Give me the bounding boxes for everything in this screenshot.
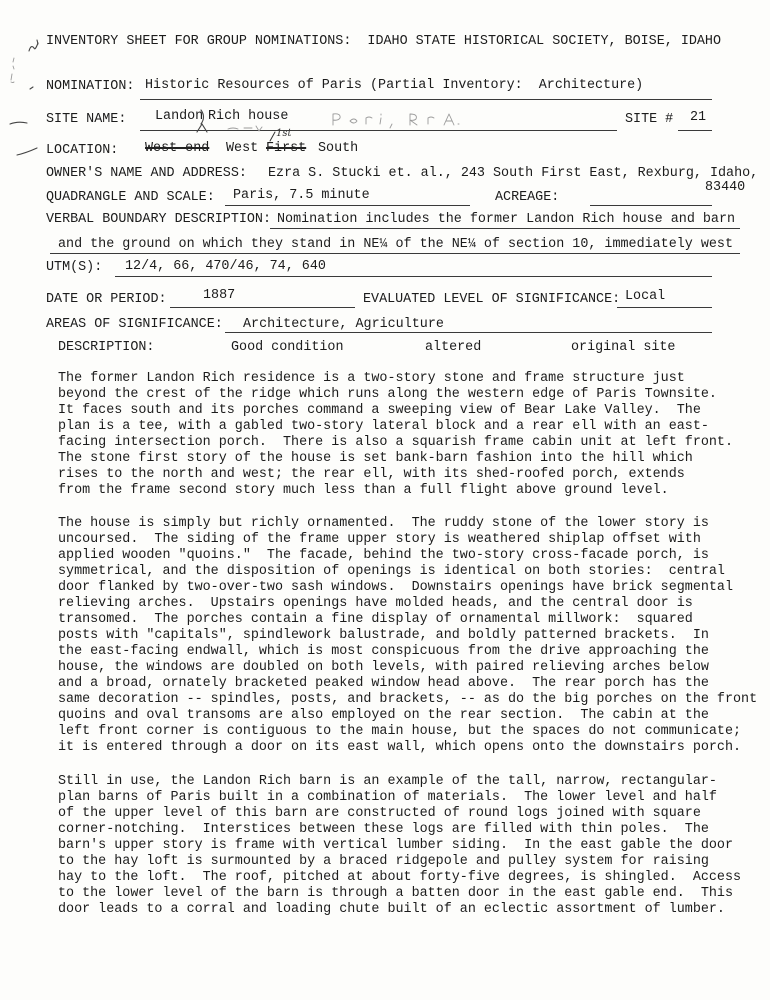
- description-condition: Good condition: [231, 340, 344, 355]
- body-paragraph: [58, 516, 763, 756]
- body-line: corner-notching. Interstices between these logs are filled with thin poles. The: [58, 822, 709, 837]
- margin-pencil-mark: [11, 58, 14, 83]
- body-line: applied wooden "quoins." The facade, behind the two-story cross-facade porch, is: [58, 548, 709, 563]
- body-line: relieving arches. Upstairs openings have molded heads, and the central door is: [58, 596, 693, 611]
- site-name-value-rest: Rich house: [208, 109, 289, 124]
- body-line: quoins and oval transoms are also employed on the rear section. The cabin at the: [58, 708, 709, 723]
- margin-dash-mark: [10, 122, 27, 124]
- site-number-value: 21: [690, 110, 707, 125]
- pencil-scribble-mark: [366, 117, 372, 124]
- body-line: door leads to a corral and loading chute built of an eclectic assortment of lumber.: [58, 902, 725, 917]
- owner-label: OWNER'S NAME AND ADDRESS:: [46, 166, 247, 181]
- significance-level-underline: [617, 307, 712, 308]
- margin-dash-mark: [17, 148, 37, 155]
- pencil-scribble-mark: [333, 114, 340, 125]
- margin-pen-mark: [37, 40, 38, 44]
- utm-underline: [115, 276, 712, 277]
- boundary-line-2: and the ground on which they stand in NE¼ of the NE¼ of section 10, immediately west: [58, 237, 733, 252]
- body-paragraph: [58, 774, 763, 918]
- body-line: facing intersection porch. There is also a squarish frame cabin unit at left front.: [58, 435, 733, 450]
- body-line: left front corner is contiguous to the main house, but the spaces do not communicate;: [58, 724, 742, 739]
- pencil-scribble-mark: [444, 114, 454, 125]
- handwritten-correction: 1st: [276, 128, 292, 139]
- boundary-line-1: Nomination includes the former Landon Rich house and barn: [277, 212, 736, 227]
- body-line: house, the windows are doubled on both levels, with paired relieving arches below: [58, 660, 709, 675]
- body-line: posts with "capitals", spindlework balustrade, and boldly patterned brackets. In: [58, 628, 709, 643]
- site-number-label: SITE #: [625, 112, 674, 127]
- nomination-value: Historic Resources of Paris (Partial Inventory: Architecture): [145, 78, 644, 93]
- site-number-underline: [678, 130, 712, 131]
- quadrangle-underline: [225, 205, 470, 206]
- boundary-underline: [270, 228, 740, 229]
- body-line: The former Landon Rich residence is a two-story stone and frame structure just: [58, 371, 685, 386]
- site-name-underline: [140, 130, 617, 131]
- significance-level-value: Local: [625, 289, 666, 304]
- body-line: beyond the crest of the ridge which runs along the western edge of Paris Townsite.: [58, 387, 717, 402]
- body-line: symmetrical, and the disposition of openings is identical on both stories: central: [58, 564, 725, 579]
- acreage-label: ACREAGE:: [495, 190, 560, 205]
- pencil-scribble-mark: [350, 119, 357, 123]
- acreage-underline: [590, 205, 712, 206]
- nomination-label: NOMINATION:: [46, 79, 135, 94]
- date-underline: [170, 307, 355, 308]
- body-line: uncoursed. The siding of the frame upper story is weathered shiplap offset with: [58, 532, 701, 547]
- form-title: INVENTORY SHEET FOR GROUP NOMINATIONS: IDAHO STATE HISTORICAL SOCIETY, BOISE, IDAHO: [46, 34, 721, 49]
- body-line: The house is simply but richly ornamented. The ruddy stone of the lower story is: [58, 516, 709, 531]
- nomination-underline: [140, 99, 712, 100]
- significance-level-label: EVALUATED LEVEL OF SIGNIFICANCE:: [363, 292, 621, 307]
- body-line: barn's upper story is frame with vertical lumber siding. In the east gable the door: [58, 838, 733, 853]
- body-line: to the hay loft is surmounted by a braced ridgepole and pulley system for raising: [58, 854, 709, 869]
- body-line: to the lower level of the barn is through a batten door in the east gable end. This: [58, 886, 733, 901]
- site-name-value-first: Landon: [155, 109, 204, 124]
- body-line: plan barns of Paris built in a combination of materials. The lower level and half: [58, 790, 717, 805]
- pencil-scribble-mark: [390, 124, 392, 128]
- description-site: original site: [571, 340, 676, 355]
- quadrangle-value: Paris, 7.5 minute: [233, 188, 370, 203]
- body-line: rises to the north and west; the rear ell, with its shed-roofed porch, extends: [58, 467, 685, 482]
- body-line: plan is a tee, with a gabled two-story lateral block and a rear ell with an east-: [58, 419, 709, 434]
- location-label: LOCATION:: [46, 143, 119, 158]
- areas-label: AREAS OF SIGNIFICANCE:: [46, 317, 223, 332]
- site-name-label: SITE NAME:: [46, 112, 127, 127]
- areas-value: Architecture, Agriculture: [243, 317, 444, 332]
- body-line: Still in use, the Landon Rich barn is an example of the tall, narrow, rectangular-: [58, 774, 717, 789]
- owner-value: Ezra S. Stucki et. al., 243 South First East, Rexburg, Idaho,: [268, 166, 759, 181]
- date-label: DATE OR PERIOD:: [46, 292, 167, 307]
- description-label: DESCRIPTION:: [58, 340, 155, 355]
- body-line: from the frame second story much less than a full flight above ground level.: [58, 483, 669, 498]
- body-line: transomed. The porches contain a fine display of ornamental millwork: squared: [58, 612, 693, 627]
- boundary-underline: [50, 253, 740, 254]
- body-line: of the upper level of this barn are constructed of round logs joined with square: [58, 806, 701, 821]
- margin-pen-mark: [29, 43, 38, 51]
- margin-pen-mark: [30, 87, 33, 89]
- date-value: 1887: [203, 288, 236, 303]
- location-struck-text: West end: [145, 141, 210, 156]
- body-line: It faces south and its porches command a sweeping view of Bear Lake Valley. The: [58, 403, 701, 418]
- body-line: same decoration -- spindles, posts, and brackets, -- as do the big porches on the front: [58, 692, 758, 707]
- body-line: it is entered through a door on its east wall, which opens onto the downstairs porch.: [58, 740, 742, 755]
- description-integrity: altered: [425, 340, 482, 355]
- body-line: and a broad, ornately bracketed peaked window head above. The rear porch has the: [58, 676, 709, 691]
- location-word: South: [318, 141, 359, 156]
- location-word: West: [226, 141, 259, 156]
- pencil-scribble-mark: [428, 117, 434, 124]
- owner-zip: 83440: [705, 180, 746, 195]
- pencil-scribble-mark: [410, 114, 417, 125]
- quadrangle-label: QUADRANGLE AND SCALE:: [46, 190, 215, 205]
- pencil-scribble-mark: [380, 114, 381, 124]
- utm-value: 12/4, 66, 470/46, 74, 640: [125, 259, 326, 274]
- body-line: the east-facing endwall, which is most conspicuous from the drive approaching the: [58, 644, 709, 659]
- utm-label: UTM(S):: [46, 260, 103, 275]
- body-paragraph: [58, 371, 763, 499]
- body-line: door flanked by two-over-two sash windows. Downstairs openings have brick segmental: [58, 580, 733, 595]
- location-struck-text: First: [266, 141, 307, 156]
- body-line: The stone first story of the house is set bank-barn fashion into the hill which: [58, 451, 693, 466]
- areas-underline: [225, 332, 712, 333]
- boundary-label: VERBAL BOUNDARY DESCRIPTION:: [46, 212, 271, 227]
- handwritten-slash-mark: [270, 132, 275, 141]
- body-line: hay to the loft. The roof, pitched at about forty-five degrees, is shingled. Access: [58, 870, 742, 885]
